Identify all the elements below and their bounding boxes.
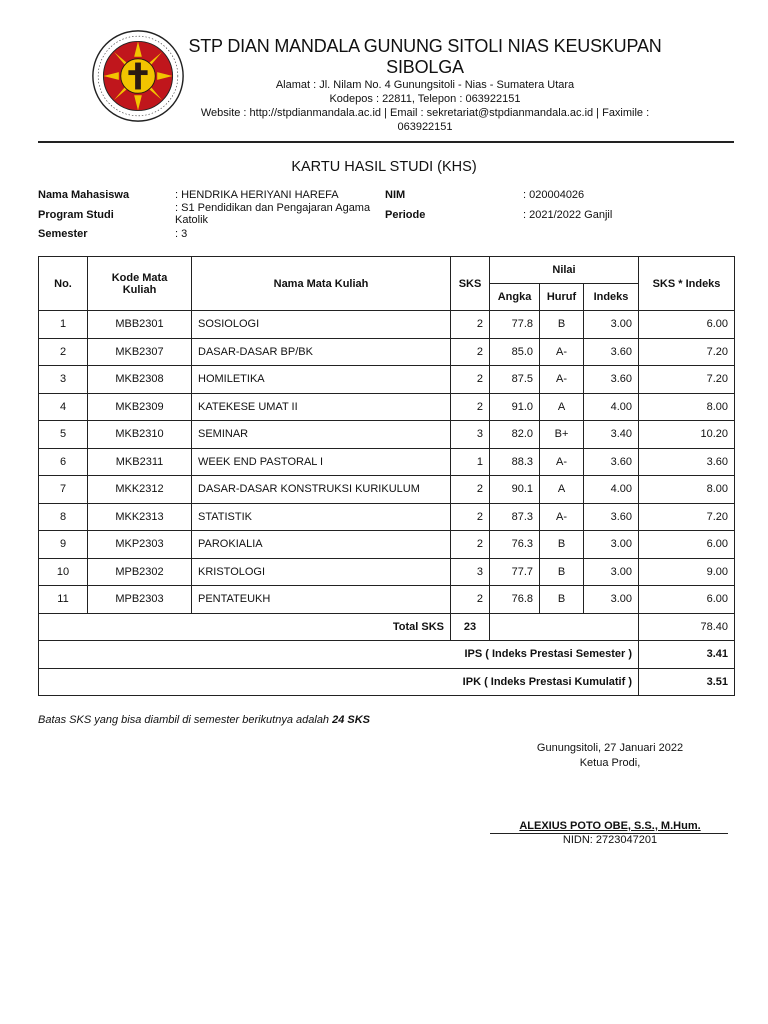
note-value: 24 SKS	[332, 714, 371, 726]
row-kode: MKP2303	[88, 531, 192, 559]
row-no: 5	[39, 421, 88, 449]
nim-value: : 020004026	[523, 189, 585, 201]
table-row	[39, 586, 735, 614]
row-angka: 85.0	[490, 338, 540, 366]
row-huruf: A-	[540, 448, 584, 476]
row-kode: MKB2308	[88, 366, 192, 394]
row-nama: PAROKIALIA	[192, 531, 451, 559]
header-indeks: Indeks	[584, 284, 639, 311]
row-indeks: 3.00	[584, 586, 639, 614]
row-huruf: A	[540, 393, 584, 421]
row-sks: 2	[451, 531, 490, 559]
row-sks-indeks: 7.20	[639, 503, 735, 531]
student-name-value: : HENDRIKA HERIYANI HAREFA	[175, 189, 339, 201]
row-sks: 3	[451, 558, 490, 586]
table-row	[39, 476, 735, 504]
row-nama: PENTATEUKH	[192, 586, 451, 614]
signature-role: Ketua Prodi,	[579, 757, 641, 769]
nim-label: NIM	[385, 189, 406, 201]
row-sks: 3	[451, 421, 490, 449]
ipk-value: 3.51	[639, 668, 735, 696]
row-angka: 76.8	[490, 586, 540, 614]
row-sks-indeks: 9.00	[639, 558, 735, 586]
row-indeks: 3.40	[584, 421, 639, 449]
row-nama: SEMINAR	[192, 421, 451, 449]
program-label: Program Studi	[38, 209, 114, 221]
row-nama: HOMILETIKA	[192, 366, 451, 394]
row-angka: 77.8	[490, 311, 540, 339]
header-huruf: Huruf	[540, 284, 584, 311]
row-no: 2	[39, 338, 88, 366]
ips-label: IPS ( Indeks Prestasi Semester )	[39, 641, 639, 669]
row-nama: KATEKESE UMAT II	[192, 393, 451, 421]
table-row	[39, 421, 735, 449]
row-indeks: 4.00	[584, 393, 639, 421]
table-row	[39, 448, 735, 476]
row-kode: MKB2311	[88, 448, 192, 476]
row-huruf: A	[540, 476, 584, 504]
row-no: 1	[39, 311, 88, 339]
header-nama: Nama Mata Kuliah	[192, 257, 451, 311]
signatory-name: ALEXIUS POTO OBE, S.S., M.Hum.	[519, 820, 701, 832]
row-huruf: B	[540, 558, 584, 586]
row-sks: 2	[451, 311, 490, 339]
row-nama: KRISTOLOGI	[192, 558, 451, 586]
row-angka: 87.5	[490, 366, 540, 394]
row-sks: 2	[451, 586, 490, 614]
row-no: 9	[39, 531, 88, 559]
row-angka: 88.3	[490, 448, 540, 476]
header-no: No.	[39, 257, 88, 311]
row-huruf: B+	[540, 421, 584, 449]
address-line: Alamat : Jl. Nilam No. 4 Gunungsitoli - Nias - Sumatera Utara	[275, 79, 575, 91]
semester-label: Semester	[38, 228, 88, 240]
institution-name: STP DIAN MANDALA GUNUNG SITOLI NIAS KEUSKUPAN SIBOLGA	[188, 36, 662, 77]
header-kode: Kode Mata Kuliah	[88, 257, 192, 311]
row-angka: 76.3	[490, 531, 540, 559]
signature-place-date: Gunungsitoli, 27 Januari 2022	[536, 742, 684, 754]
row-no: 10	[39, 558, 88, 586]
row-no: 7	[39, 476, 88, 504]
header-angka: Angka	[490, 284, 540, 311]
row-sks-indeks: 7.20	[639, 338, 735, 366]
header-sks: SKS	[451, 257, 490, 311]
contact-line: Kodepos : 22811, Telepon : 063922151	[329, 93, 521, 105]
row-sks: 1	[451, 448, 490, 476]
total-sks-indeks: 78.40	[639, 613, 735, 641]
total-spacer	[490, 613, 639, 641]
row-nama: SOSIOLOGI	[192, 311, 451, 339]
row-kode: MBB2301	[88, 311, 192, 339]
row-kode: MKK2312	[88, 476, 192, 504]
ips-row	[39, 641, 735, 669]
document-title: KARTU HASIL STUDI (KHS)	[291, 159, 477, 175]
row-nama: WEEK END PASTORAL I	[192, 448, 451, 476]
table-row	[39, 366, 735, 394]
total-sks: 23	[451, 613, 490, 641]
row-no: 11	[39, 586, 88, 614]
signatory-nidn: NIDN: 2723047201	[562, 834, 658, 846]
row-kode: MKB2310	[88, 421, 192, 449]
row-nama: DASAR-DASAR BP/BK	[192, 338, 451, 366]
table-row	[39, 311, 735, 339]
program-value: : S1 Pendidikan dan Pengajaran Agama Katolik	[175, 202, 371, 226]
row-huruf: B	[540, 586, 584, 614]
row-kode: MPB2302	[88, 558, 192, 586]
table-row	[39, 393, 735, 421]
row-indeks: 3.60	[584, 448, 639, 476]
row-no: 4	[39, 393, 88, 421]
row-angka: 77.7	[490, 558, 540, 586]
row-sks-indeks: 6.00	[639, 531, 735, 559]
row-huruf: A-	[540, 503, 584, 531]
row-sks: 2	[451, 338, 490, 366]
row-indeks: 3.60	[584, 503, 639, 531]
row-indeks: 3.00	[584, 531, 639, 559]
student-name-label: Nama Mahasiswa	[38, 189, 130, 201]
row-indeks: 3.60	[584, 366, 639, 394]
semester-value: : 3	[175, 228, 188, 240]
row-kode: MPB2303	[88, 586, 192, 614]
row-huruf: A-	[540, 366, 584, 394]
table-row	[39, 558, 735, 586]
row-angka: 90.1	[490, 476, 540, 504]
table-row	[39, 338, 735, 366]
header-sks-indeks: SKS * Indeks	[639, 257, 735, 311]
row-no: 3	[39, 366, 88, 394]
row-kode: MKK2313	[88, 503, 192, 531]
grades-table	[38, 256, 735, 696]
ipk-label: IPK ( Indeks Prestasi Kumulatif )	[39, 668, 639, 696]
row-sks-indeks: 7.20	[639, 366, 735, 394]
row-angka: 82.0	[490, 421, 540, 449]
row-sks: 2	[451, 476, 490, 504]
header-divider	[38, 141, 734, 143]
row-no: 8	[39, 503, 88, 531]
row-sks: 2	[451, 503, 490, 531]
ips-value: 3.41	[639, 641, 735, 669]
row-huruf: B	[540, 531, 584, 559]
row-no: 6	[39, 448, 88, 476]
note-text: Batas SKS yang bisa diambil di semester berikutnya adalah	[38, 714, 333, 726]
total-row	[39, 613, 735, 641]
row-indeks: 3.00	[584, 558, 639, 586]
row-huruf: B	[540, 311, 584, 339]
row-sks-indeks: 8.00	[639, 476, 735, 504]
total-label: Total SKS	[39, 613, 451, 641]
row-angka: 91.0	[490, 393, 540, 421]
row-sks-indeks: 8.00	[639, 393, 735, 421]
row-angka: 87.3	[490, 503, 540, 531]
row-sks-indeks: 3.60	[639, 448, 735, 476]
sks-limit-note	[38, 714, 370, 726]
row-indeks: 3.60	[584, 338, 639, 366]
periode-label: Periode	[385, 209, 426, 221]
row-indeks: 4.00	[584, 476, 639, 504]
row-sks: 2	[451, 393, 490, 421]
row-indeks: 3.00	[584, 311, 639, 339]
row-kode: MKB2309	[88, 393, 192, 421]
header-nilai: Nilai	[490, 257, 639, 284]
row-sks: 2	[451, 366, 490, 394]
row-sks-indeks: 6.00	[639, 586, 735, 614]
table-row	[39, 531, 735, 559]
row-sks-indeks: 10.20	[639, 421, 735, 449]
table-row	[39, 503, 735, 531]
institution-address-block	[175, 78, 675, 134]
row-sks-indeks: 6.00	[639, 311, 735, 339]
website-line: Website : http://stpdianmandala.ac.id | Email : sekretariat@stpdianmandala.ac.id | Faximile : 063922151	[200, 107, 650, 133]
periode-value: : 2021/2022 Ganjil	[523, 209, 613, 221]
row-nama: STATISTIK	[192, 503, 451, 531]
row-nama: DASAR-DASAR KONSTRUKSI KURIKULUM	[192, 476, 451, 504]
row-kode: MKB2307	[88, 338, 192, 366]
row-huruf: A-	[540, 338, 584, 366]
ipk-row	[39, 668, 735, 696]
